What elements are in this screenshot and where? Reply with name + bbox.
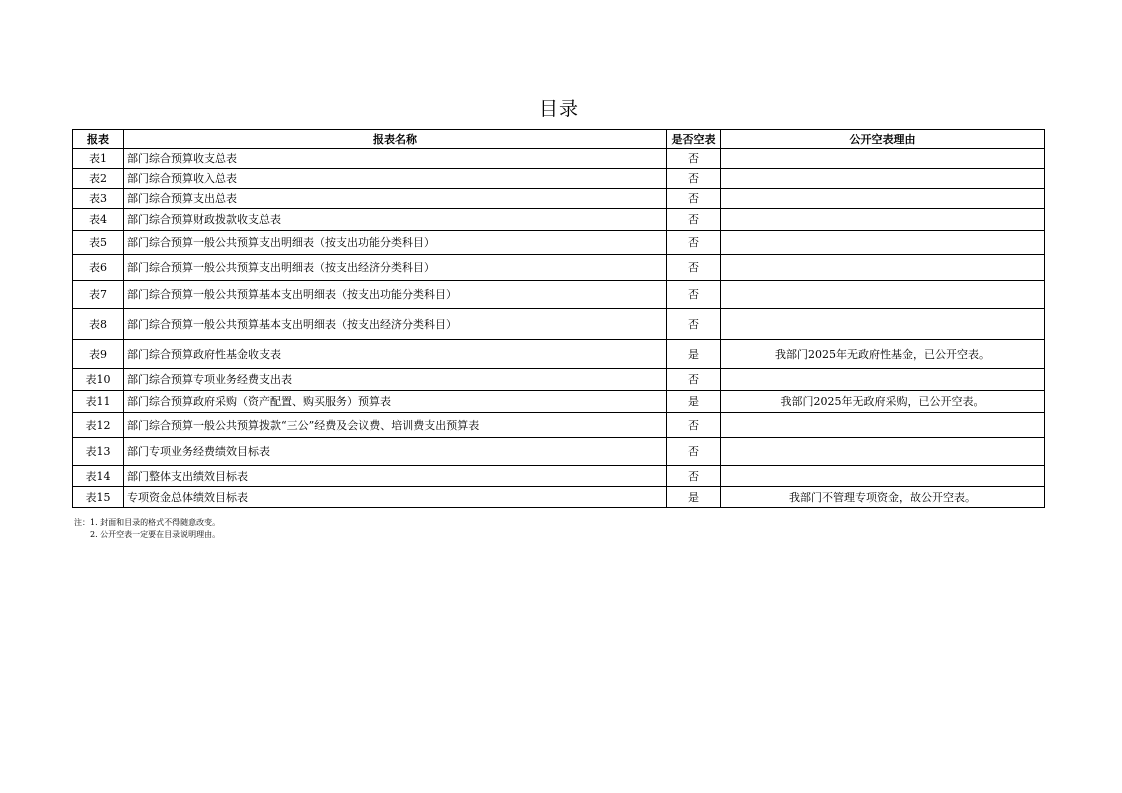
row-name: 部门综合预算收入总表: [124, 169, 667, 189]
row-empty: 是: [667, 487, 721, 508]
row-reason: [721, 281, 1045, 309]
header-empty: 是否空表: [667, 130, 721, 149]
row-empty: 否: [667, 209, 721, 231]
row-empty: 否: [667, 369, 721, 391]
row-name: 部门综合预算一般公共预算拨款“三公”经费及会议费、培训费支出预算表: [124, 413, 667, 438]
row-id: 表5: [73, 231, 124, 255]
row-name: 部门专项业务经费绩效目标表: [124, 438, 667, 466]
table-row: [73, 487, 1045, 508]
row-id: 表13: [73, 438, 124, 466]
row-reason: [721, 209, 1045, 231]
row-reason: 我部门不管理专项资金，故公开空表。: [721, 487, 1045, 508]
table-row: [73, 169, 1045, 189]
table-row: [73, 369, 1045, 391]
row-reason: [721, 413, 1045, 438]
row-name: 部门综合预算一般公共预算基本支出明细表（按支出经济分类科目）: [124, 309, 667, 340]
header-name: 报表名称: [124, 130, 667, 149]
row-reason: [721, 309, 1045, 340]
row-empty: 否: [667, 466, 721, 487]
row-name: 部门整体支出绩效目标表: [124, 466, 667, 487]
row-empty: 否: [667, 309, 721, 340]
row-id: 表1: [73, 149, 124, 169]
row-name: 部门综合预算一般公共预算支出明细表（按支出功能分类科目）: [124, 231, 667, 255]
row-reason: [721, 169, 1045, 189]
row-name: 部门综合预算支出总表: [124, 189, 667, 209]
row-reason: [721, 369, 1045, 391]
row-empty: 否: [667, 189, 721, 209]
row-empty: 否: [667, 231, 721, 255]
row-reason: [721, 189, 1045, 209]
row-reason: [721, 149, 1045, 169]
row-reason: [721, 466, 1045, 487]
table-header-row: [73, 130, 1045, 149]
row-id: 表3: [73, 189, 124, 209]
row-reason: [721, 255, 1045, 281]
row-empty: 否: [667, 149, 721, 169]
row-name: 部门综合预算专项业务经费支出表: [124, 369, 667, 391]
row-reason: [721, 231, 1045, 255]
table-row: [73, 309, 1045, 340]
table-row: [73, 340, 1045, 369]
row-empty: 是: [667, 391, 721, 413]
table-row: [73, 189, 1045, 209]
row-empty: 否: [667, 169, 721, 189]
row-empty: 是: [667, 340, 721, 369]
row-reason: 我部门2025年无政府采购，已公开空表。: [721, 391, 1045, 413]
row-id: 表2: [73, 169, 124, 189]
row-id: 表4: [73, 209, 124, 231]
row-id: 表8: [73, 309, 124, 340]
row-id: 表14: [73, 466, 124, 487]
page-title: 目录: [538, 98, 579, 120]
row-id: 表9: [73, 340, 124, 369]
table-row: [73, 438, 1045, 466]
table-row: [73, 149, 1045, 169]
row-name: 部门综合预算收支总表: [124, 149, 667, 169]
table-row: [73, 209, 1045, 231]
row-name: 部门综合预算政府性基金收支表: [124, 340, 667, 369]
table-row: [73, 413, 1045, 438]
table-row: [73, 391, 1045, 413]
table-row: [73, 231, 1045, 255]
row-empty: 否: [667, 281, 721, 309]
row-reason: 我部门2025年无政府性基金，已公开空表。: [721, 340, 1045, 369]
row-id: 表12: [73, 413, 124, 438]
table-row: [73, 466, 1045, 487]
row-name: 部门综合预算一般公共预算支出明细表（按支出经济分类科目）: [124, 255, 667, 281]
row-id: 表11: [73, 391, 124, 413]
footnotes: [74, 517, 220, 541]
row-name: 专项资金总体绩效目标表: [124, 487, 667, 508]
row-name: 部门综合预算财政拨款收支总表: [124, 209, 667, 231]
row-id: 表10: [73, 369, 124, 391]
row-name: 部门综合预算政府采购（资产配置、购买服务）预算表: [124, 391, 667, 413]
footnote-1: 注：1. 封面和目录的格式不得随意改变。: [74, 518, 221, 527]
catalog-table: [72, 129, 1045, 508]
table-row: [73, 281, 1045, 309]
row-id: 表6: [73, 255, 124, 281]
row-id: 表7: [73, 281, 124, 309]
footnote-2: 2. 公开空表一定要在目录说明理由。: [90, 530, 221, 539]
row-empty: 否: [667, 413, 721, 438]
header-reason: 公开空表理由: [721, 130, 1045, 149]
row-id: 表15: [73, 487, 124, 508]
row-reason: [721, 438, 1045, 466]
header-id: 报表: [73, 130, 124, 149]
row-empty: 否: [667, 255, 721, 281]
row-name: 部门综合预算一般公共预算基本支出明细表（按支出功能分类科目）: [124, 281, 667, 309]
table-row: [73, 255, 1045, 281]
row-empty: 否: [667, 438, 721, 466]
